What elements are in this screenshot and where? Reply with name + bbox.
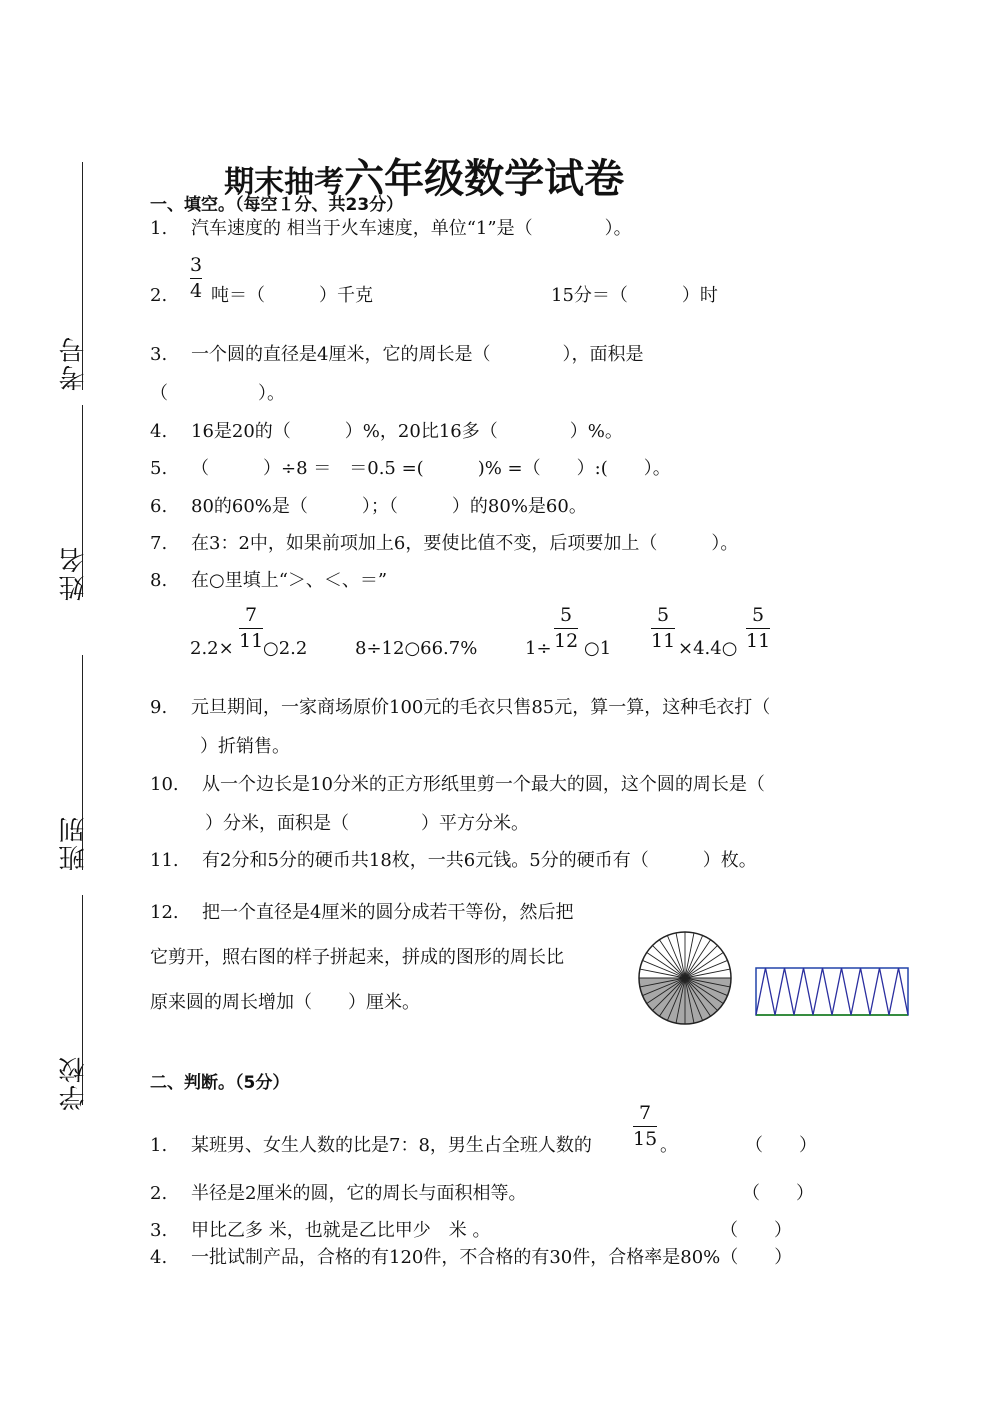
circle-sector-line	[685, 945, 718, 978]
q8-e4-numerator2: 5	[752, 604, 765, 626]
q8-expr1-fraction	[239, 604, 263, 652]
fraction-bar	[190, 278, 202, 279]
q8-e3-denominator: 12	[554, 630, 579, 652]
q8-e1-denominator: 11	[239, 630, 264, 652]
q8-e4-denominator: 11	[651, 630, 676, 652]
q8-expr1-post: ○2.2	[263, 638, 308, 659]
fraction-bar	[746, 628, 770, 629]
s2-q4-text: 一批试制产品，合格的有120件，不合格的有30件，合格率是80%（ ）	[191, 1247, 793, 1268]
q8-expr2: 8÷12○66.7%	[355, 638, 478, 659]
q8-expr3-post: ○1	[584, 638, 612, 659]
q4-text: 16是20的（ ）%，20比16多（ ）%。	[191, 421, 623, 442]
q8-expr4-fraction1	[651, 604, 675, 652]
s2-q1-number: 1.	[150, 1135, 168, 1156]
q6-text: 80的60%是（ ）；（ ）的80%是60。	[191, 496, 587, 517]
s2-q1-fraction	[633, 1102, 657, 1150]
q12-rearranged-strip-figure	[753, 964, 911, 1019]
q7-text: 在3：2中，如果前项加上6，要使比值不变，后项要加上（ ）。	[191, 533, 739, 554]
q9-number: 9.	[150, 697, 168, 718]
section2-heading: 二、判断。（5分）	[150, 1073, 290, 1093]
section1-heading: 一、填空。（每空１分、共23分）	[150, 195, 404, 215]
q8-e3-numerator: 5	[560, 604, 573, 626]
q3-number: 3.	[150, 344, 168, 365]
side-label-kaohao: 考号	[59, 335, 89, 391]
q8-expr4-fraction2	[746, 604, 770, 652]
q7-number: 7.	[150, 533, 168, 554]
q6-number: 6.	[150, 496, 168, 517]
q2-number: 2.	[150, 285, 168, 306]
q12-line1: 把一个直径是4厘米的圆分成若干等份，然后把	[202, 902, 574, 923]
side-label-xingming: 姓名	[59, 545, 89, 601]
fraction-bar	[554, 628, 578, 629]
q2-right-text: 15分＝（ ）时	[551, 285, 718, 306]
q2-fraction	[190, 254, 202, 302]
q12-line2: 它剪开，照右图的样子拼起来，拼成的图形的周长比	[150, 947, 564, 968]
q5-number: 5.	[150, 458, 168, 479]
q8-expr3-pre: 1÷	[525, 638, 552, 659]
q3-line1: 一个圆的直径是4厘米，它的周长是（ ），面积是	[191, 344, 644, 365]
q8-e4-numerator: 5	[657, 604, 670, 626]
q12-circle-figure	[636, 929, 734, 1027]
q11-text: 有2分和5分的硬币共18枚，一共6元钱。5分的硬币有（ ）枚。	[202, 850, 757, 871]
q8-expr3-fraction	[554, 604, 578, 652]
q12-number: 12.	[150, 902, 179, 923]
circle-sector-line	[652, 945, 685, 978]
q8-expr1-pre: 2.2×	[190, 638, 234, 659]
s2-q3-number: 3.	[150, 1220, 168, 1241]
q3-line2: （ ）。	[150, 383, 285, 404]
s2-q1-tail: 。	[660, 1135, 678, 1156]
q8-expr4-mid: ×4.4○	[678, 638, 738, 659]
q2-left-text: 吨＝（ ）千克	[211, 285, 373, 306]
q8-text: 在○里填上“＞、＜、＝”	[191, 570, 388, 591]
fraction-bar	[633, 1126, 657, 1127]
q10-number: 10.	[150, 774, 179, 795]
title-prefix: 期末抽考	[224, 165, 345, 200]
side-label-banbie: 班别	[59, 815, 89, 871]
q2-frac-numerator: 3	[190, 254, 203, 276]
title-main: 六年级数学试卷	[344, 156, 625, 202]
q9-line1: 元旦期间，一家商场原价100元的毛衣只售85元，算一算，这种毛衣打（	[191, 697, 771, 718]
s2-q2-text: 半径是2厘米的圆，它的周长与面积相等。	[191, 1183, 527, 1204]
s2-q1-text: 某班男、女生人数的比是7：8，男生占全班人数的	[191, 1135, 592, 1156]
q4-number: 4.	[150, 421, 168, 442]
q2-frac-denominator: 4	[190, 280, 203, 302]
q9-line2: ）折销售。	[200, 736, 290, 757]
q12-line3: 原来圆的周长增加（ ）厘米。	[150, 992, 420, 1013]
s2-q1-numerator: 7	[639, 1102, 652, 1124]
side-label-xuexiao: 学校	[59, 1055, 89, 1111]
s2-q3-answer-paren: （ ）	[720, 1220, 792, 1241]
q10-line1: 从一个边长是10分米的正方形纸里剪一个最大的圆，这个圆的周长是（	[202, 774, 765, 795]
q1-text: 汽车速度的 相当于火车速度，单位“1”是（ ）。	[191, 218, 632, 239]
q10-line2: ）分米，面积是（ ）平方分米。	[205, 813, 529, 834]
s2-q1-answer-paren: （ ）	[745, 1135, 817, 1156]
q5-text: （ ）÷8 ＝ ＝0.5 =( )% =（ ）:( ）。	[191, 458, 671, 479]
q11-number: 11.	[150, 850, 179, 871]
s2-q3-text: 甲比乙多 米，也就是乙比甲少 米 。	[191, 1220, 491, 1241]
fraction-bar	[239, 628, 263, 629]
s2-q4-number: 4.	[150, 1247, 168, 1268]
s2-q1-denominator: 15	[633, 1128, 658, 1150]
q8-number: 8.	[150, 570, 168, 591]
fraction-bar	[651, 628, 675, 629]
s2-q2-answer-paren: （ ）	[742, 1183, 814, 1204]
s2-q2-number: 2.	[150, 1183, 168, 1204]
q8-e1-numerator: 7	[245, 604, 258, 626]
q1-number: 1.	[150, 218, 168, 239]
q8-e4-denominator2: 11	[746, 630, 771, 652]
